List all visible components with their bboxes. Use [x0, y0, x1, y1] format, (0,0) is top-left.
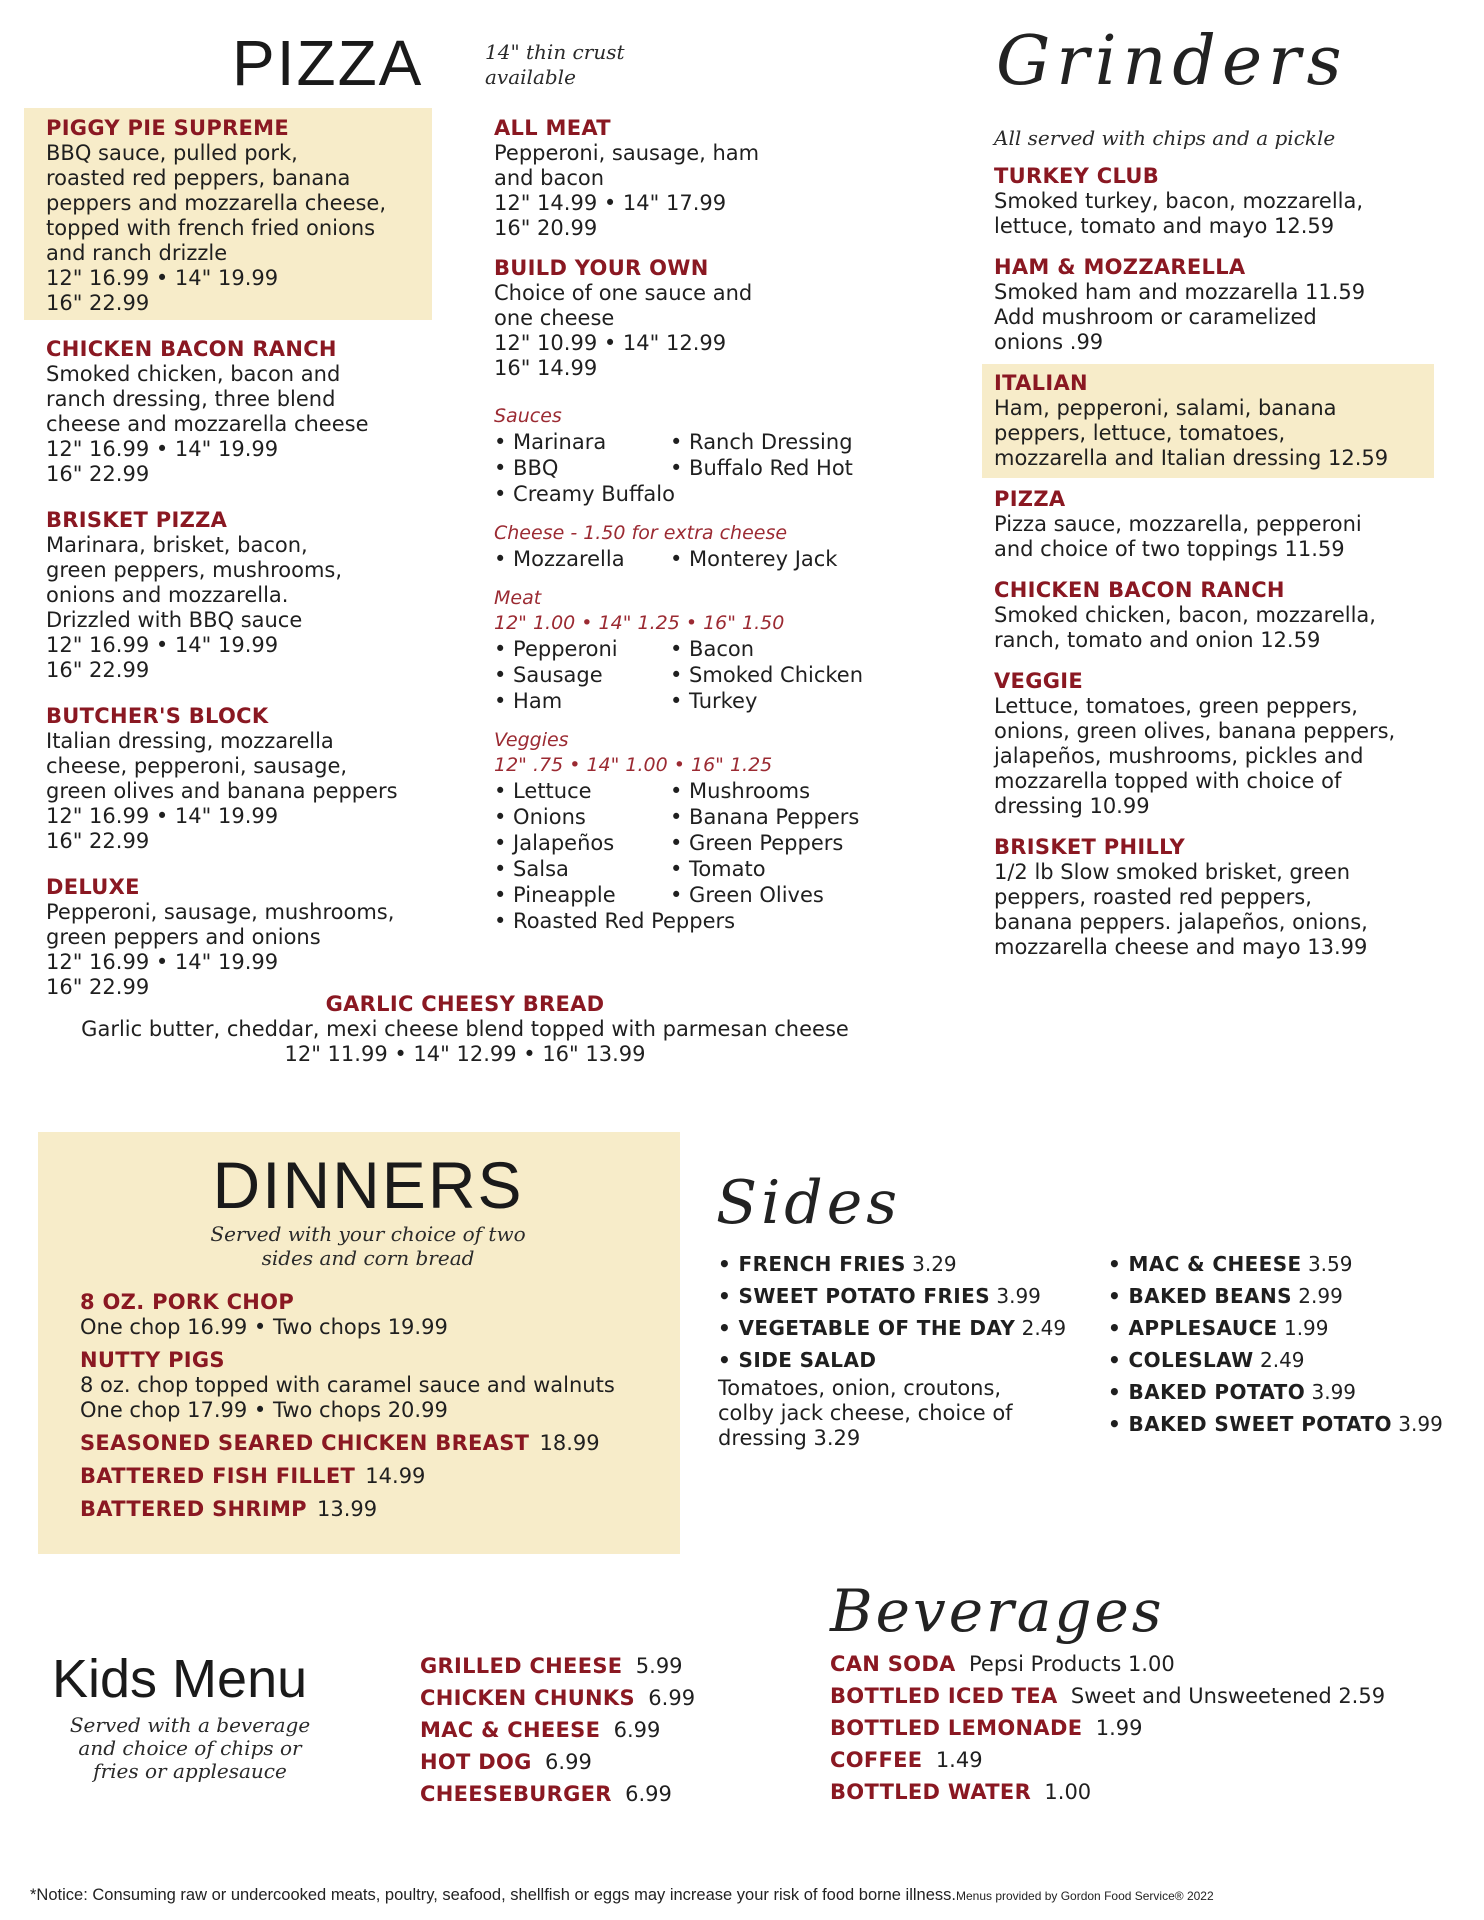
kids-list [420, 1650, 780, 1810]
meat-option: • Turkey [670, 689, 758, 713]
beverage-item [830, 1744, 1460, 1776]
side-price: 3.29 [912, 1252, 957, 1276]
item-line: 16" 22.99 [46, 829, 150, 853]
menu-item [46, 508, 436, 683]
menu-item [46, 704, 436, 854]
item-line: 12" 16.99 • 14" 19.99 [46, 437, 279, 461]
side-item [1108, 1312, 1478, 1344]
kids-item-name: MAC & CHEESE [420, 1718, 601, 1742]
meat-col1 [494, 636, 670, 714]
side-name: • COLESLAW [1108, 1348, 1254, 1372]
dinner-head [80, 1290, 680, 1315]
item-name: HAM & MOZZARELLA [994, 255, 1246, 279]
dinner-name: NUTTY PIGS [80, 1348, 225, 1372]
kids-item-name: GRILLED CHEESE [420, 1654, 623, 1678]
item-line: Italian dressing, mozzarella [46, 729, 334, 753]
item-line: banana peppers. jalapeños, onions, [994, 910, 1368, 934]
dinners-subtitle [38, 1222, 698, 1270]
garlic-prices: 12" 11.99 • 14" 12.99 • 16" 13.99 [284, 1042, 646, 1066]
side-price: 3.59 [1307, 1252, 1353, 1276]
item-line: Drizzled with BBQ sauce [46, 608, 303, 632]
sauces-option: • Buffalo Red Hot [670, 456, 853, 480]
dinner-name: BATTERED SHRIMP [80, 1497, 307, 1521]
veggies-option: • Salsa [494, 857, 569, 881]
side-price: 1.99 [1283, 1316, 1329, 1340]
item-line: one cheese [494, 306, 615, 330]
item-name: CHICKEN BACON RANCH [46, 337, 337, 361]
side-name: • VEGETABLE OF THE DAY [718, 1316, 1016, 1340]
item-line: jalapeños, mushrooms, pickles and [994, 744, 1364, 768]
item-name: BUILD YOUR OWN [494, 256, 709, 280]
dinner-line: One chop 16.99 • Two chops 19.99 [80, 1315, 448, 1339]
side-price: 2.49 [1259, 1348, 1305, 1372]
veggies-option: • Tomato [670, 857, 766, 881]
side-item [718, 1280, 1098, 1312]
item-line: and choice of two toppings 11.59 [994, 537, 1345, 561]
item-line: onions .99 [994, 330, 1104, 354]
veggies-col2 [670, 778, 859, 934]
beverage-desc: Sweet and Unsweetened 2.59 [1070, 1684, 1386, 1708]
meat-prices: 12" 1.00 • 14" 1.25 • 16" 1.50 [494, 612, 785, 634]
side-salad-desc: Tomatoes, onion, croutons, [718, 1376, 1002, 1400]
menu-item [994, 578, 1454, 653]
cheese-section [494, 521, 924, 572]
grinders-list [994, 164, 1454, 976]
item-line: 16" 22.99 [46, 975, 150, 999]
veggies-option: • Green Peppers [670, 831, 844, 855]
item-name: PIZZA [994, 487, 1066, 511]
dinner-item [80, 1431, 680, 1456]
kids-item-name: CHICKEN CHUNKS [420, 1686, 635, 1710]
item-name: DELUXE [46, 875, 140, 899]
veggies-heading: Veggies [494, 729, 569, 751]
kids-item-name: CHEESEBURGER [420, 1782, 612, 1806]
item-line: Smoked chicken, bacon, mozzarella, [994, 603, 1376, 627]
item-line: mozzarella topped with choice of [994, 769, 1342, 793]
footer-notice: *Notice: Consuming raw or undercooked meats, poultry, seafood, shellfish or eggs may increase your risk of food borne illness. [30, 1886, 956, 1904]
kids-item-price: 6.99 [625, 1782, 672, 1806]
side-item [718, 1344, 1098, 1376]
cheese-option: • Monterey Jack [670, 547, 838, 571]
dinner-line: 8 oz. chop topped with caramel sauce and walnuts [80, 1373, 615, 1397]
footer [30, 1886, 1470, 1905]
item-name: CHICKEN BACON RANCH [994, 578, 1285, 602]
item-name: ALL MEAT [494, 116, 611, 140]
item-name: BUTCHER'S BLOCK [46, 704, 269, 728]
dinner-name: 8 OZ. PORK CHOP [80, 1290, 295, 1314]
sides-title: Sides [716, 1168, 901, 1238]
item-line: 12" 16.99 • 14" 19.99 [46, 633, 279, 657]
pizza-note-line1: 14" thin crust [485, 40, 625, 64]
side-name: • FRENCH FRIES [718, 1252, 906, 1276]
item-line: onions and mozzarella. [46, 583, 289, 607]
item-line: Pizza sauce, mozzarella, pepperoni [994, 512, 1362, 536]
item-line: Ham, pepperoni, salami, banana [994, 396, 1337, 420]
sauces-col2 [670, 429, 853, 507]
meat-option: • Smoked Chicken [670, 663, 864, 687]
dinner-item [80, 1348, 680, 1423]
beverage-name: CAN SODA [830, 1652, 956, 1676]
kids-sub-line: and choice of chips or [78, 1736, 302, 1760]
item-line: 12" 14.99 • 14" 17.99 [494, 191, 727, 215]
side-item [1108, 1376, 1478, 1408]
grinders-subtitle: All served with chips and a pickle [994, 126, 1336, 150]
kids-subtitle [40, 1714, 340, 1783]
garlic-cheesy-bread [20, 992, 910, 1067]
item-name: PIGGY PIE SUPREME [46, 116, 290, 140]
dinner-item [80, 1464, 680, 1489]
cheese-col2 [670, 546, 837, 572]
kids-item [420, 1650, 780, 1682]
pizza-middle-column [494, 116, 914, 396]
beverage-desc: 1.49 [935, 1748, 983, 1772]
meat-option: • Sausage [494, 663, 603, 687]
item-line: mozzarella cheese and mayo 13.99 [994, 935, 1368, 959]
side-item [1108, 1408, 1478, 1440]
item-line: Choice of one sauce and [494, 281, 753, 305]
side-item [1108, 1280, 1478, 1312]
dinner-price: 18.99 [539, 1431, 600, 1455]
item-line: green peppers and onions [46, 925, 321, 949]
meat-col2 [670, 636, 863, 714]
beverage-item [830, 1776, 1460, 1808]
side-item [718, 1312, 1098, 1344]
kids-item-price: 6.99 [648, 1686, 696, 1710]
side-price: 3.99 [1398, 1412, 1443, 1436]
pizza-note [485, 40, 625, 90]
grinders-title: Grinders [996, 22, 1348, 101]
item-line: peppers, roasted red peppers, [994, 885, 1312, 909]
item-line: green olives and banana peppers [46, 779, 398, 803]
side-name: • APPLESAUCE [1108, 1316, 1278, 1340]
dinner-head [80, 1497, 680, 1522]
meat-section [494, 586, 924, 714]
sauces-option: • Marinara [494, 430, 607, 454]
kids-item-price: 6.99 [545, 1750, 592, 1774]
side-price: 3.99 [1311, 1380, 1357, 1404]
item-line: topped with french fried onions [46, 216, 376, 240]
item-line: cheese and mozzarella cheese [46, 412, 369, 436]
veggies-option: • Jalapeños [494, 831, 615, 855]
item-line: 16" 14.99 [494, 356, 598, 380]
beverage-name: BOTTLED LEMONADE [830, 1716, 1083, 1740]
veggies-section [494, 728, 924, 934]
item-line: 12" 16.99 • 14" 19.99 [46, 804, 279, 828]
meat-option: • Ham [494, 689, 563, 713]
dinners-sub1: Served with your choice of two [210, 1222, 526, 1246]
pizza-left-column [46, 116, 436, 1021]
item-line: Marinara, brisket, bacon, [46, 533, 308, 557]
menu-item [994, 255, 1454, 355]
menu-item [994, 164, 1454, 239]
dinner-price: 13.99 [317, 1497, 378, 1521]
side-price: 3.99 [996, 1284, 1041, 1308]
dinners-title: DINNERS [212, 1148, 524, 1222]
sauces-section [494, 404, 924, 507]
side-name: • SIDE SALAD [718, 1348, 877, 1372]
item-line: Add mushroom or caramelized [994, 305, 1317, 329]
garlic-desc: Garlic butter, cheddar, mexi cheese blend topped with parmesan cheese [81, 1017, 849, 1041]
garlic-name: GARLIC CHEESY BREAD [325, 992, 605, 1016]
veggies-option: • Pineapple [494, 883, 616, 907]
item-name: VEGGIE [994, 669, 1084, 693]
beverage-name: BOTTLED WATER [830, 1780, 1032, 1804]
side-salad-desc: dressing 3.29 [718, 1426, 861, 1450]
side-name: • MAC & CHEESE [1108, 1252, 1302, 1276]
veggies-prices: 12" .75 • 14" 1.00 • 16" 1.25 [494, 754, 773, 776]
item-line: Pepperoni, sausage, mushrooms, [46, 900, 395, 924]
item-line: peppers, lettuce, tomatoes, [994, 421, 1286, 445]
dinner-head [80, 1464, 680, 1489]
veggies-option: • Mushrooms [670, 779, 811, 803]
cheese-col1 [494, 546, 670, 572]
item-line: peppers and mozzarella cheese, [46, 191, 387, 215]
kids-sub-line: fries or applesauce [93, 1759, 287, 1783]
menu-item [994, 371, 1454, 471]
dinners-list [80, 1290, 680, 1530]
kids-item-name: HOT DOG [420, 1750, 532, 1774]
item-line: Smoked ham and mozzarella 11.59 [994, 280, 1366, 304]
dinner-head [80, 1431, 680, 1456]
menu-item [994, 487, 1454, 562]
item-line: 12" 10.99 • 14" 12.99 [494, 331, 727, 355]
dinner-line: One chop 17.99 • Two chops 20.99 [80, 1398, 448, 1422]
side-name: • BAKED BEANS [1108, 1284, 1292, 1308]
sides-col1 [718, 1248, 1098, 1451]
item-line: green peppers, mushrooms, [46, 558, 343, 582]
veggies-option: • Lettuce [494, 779, 592, 803]
item-line: Pepperoni, sausage, ham [494, 141, 760, 165]
item-line: BBQ sauce, pulled pork, [46, 141, 298, 165]
item-line: and bacon [494, 166, 605, 190]
item-line: 16" 20.99 [494, 216, 598, 240]
item-line: 12" 16.99 • 14" 19.99 [46, 266, 279, 290]
beverage-item [830, 1712, 1460, 1744]
pizza-title: PIZZA [232, 27, 424, 99]
veggies-option: • Roasted Red Peppers [494, 909, 736, 933]
item-line: ranch dressing, three blend [46, 387, 336, 411]
item-name: BRISKET PIZZA [46, 508, 228, 532]
item-line: ranch, tomato and onion 12.59 [994, 628, 1321, 652]
side-item [718, 1248, 1098, 1280]
meat-option: • Pepperoni [494, 637, 618, 661]
kids-item-price: 5.99 [635, 1654, 683, 1678]
item-name: TURKEY CLUB [994, 164, 1160, 188]
item-line: 16" 22.99 [46, 462, 150, 486]
veggies-option: • Green Olives [670, 883, 824, 907]
kids-item [420, 1714, 780, 1746]
meat-heading: Meat [494, 587, 542, 609]
item-line: Smoked turkey, bacon, mozzarella, [994, 189, 1364, 213]
menu-item [46, 116, 436, 316]
dinner-item [80, 1497, 680, 1522]
dinner-price: 14.99 [365, 1464, 426, 1488]
item-line: roasted red peppers, banana [46, 166, 351, 190]
beverage-desc: 1.00 [1044, 1780, 1092, 1804]
menu-item [46, 875, 436, 1000]
meat-option: • Bacon [670, 637, 755, 661]
item-line: onions, green olives, banana peppers, [994, 719, 1396, 743]
menu-item [46, 337, 436, 487]
kids-item [420, 1682, 780, 1714]
dinner-name: BATTERED FISH FILLET [80, 1464, 356, 1488]
item-line: Smoked chicken, bacon and [46, 362, 341, 386]
beverage-name: BOTTLED ICED TEA [830, 1684, 1058, 1708]
cheese-option: • Mozzarella [494, 547, 625, 571]
beverage-item [830, 1648, 1460, 1680]
side-item [1108, 1248, 1478, 1280]
sauces-option: • Creamy Buffalo [494, 482, 675, 506]
side-price: 2.49 [1021, 1316, 1067, 1340]
side-price: 2.99 [1298, 1284, 1343, 1308]
beverage-item [830, 1680, 1460, 1712]
item-line: cheese, pepperoni, sausage, [46, 754, 348, 778]
beverages-list [830, 1648, 1460, 1808]
item-line: and ranch drizzle [46, 241, 228, 265]
sauces-option: • Ranch Dressing [670, 430, 853, 454]
pizza-options [494, 404, 924, 934]
item-line: 16" 22.99 [46, 658, 150, 682]
pizza-note-line2: available [485, 65, 576, 89]
item-line: 16" 22.99 [46, 291, 150, 315]
sauces-heading: Sauces [494, 405, 562, 427]
kids-item [420, 1746, 780, 1778]
menu-item [494, 256, 914, 381]
kids-item-price: 6.99 [613, 1718, 661, 1742]
menu-item [994, 835, 1454, 960]
side-name: • SWEET POTATO FRIES [718, 1284, 990, 1308]
veggies-option: • Onions [494, 805, 586, 829]
item-name: BRISKET PHILLY [994, 835, 1186, 859]
sauces-col1 [494, 429, 675, 507]
dinners-sub2: sides and corn bread [261, 1246, 475, 1270]
veggies-option: • Banana Peppers [670, 805, 860, 829]
side-item [1108, 1344, 1478, 1376]
item-name: ITALIAN [994, 371, 1088, 395]
side-salad-desc: colby jack cheese, choice of [718, 1401, 1013, 1425]
beverage-name: COFFEE [830, 1748, 923, 1772]
side-name: • BAKED POTATO [1108, 1380, 1306, 1404]
sides-col2 [1108, 1248, 1478, 1440]
dinner-item [80, 1290, 680, 1340]
cheese-heading: Cheese - 1.50 for extra cheese [494, 522, 788, 544]
menu-item [494, 116, 914, 241]
beverage-desc: 1.99 [1095, 1716, 1143, 1740]
item-line: mozzarella and Italian dressing 12.59 [994, 446, 1389, 470]
item-line: Lettuce, tomatoes, green peppers, [994, 694, 1358, 718]
beverage-desc: Pepsi Products 1.00 [968, 1652, 1175, 1676]
beverages-title: Beverages [830, 1577, 1165, 1645]
item-line: lettuce, tomato and mayo 12.59 [994, 214, 1335, 238]
kids-title: Kids Menu [52, 1649, 308, 1709]
kids-item [420, 1778, 780, 1810]
dinner-name: SEASONED SEARED CHICKEN BREAST [80, 1431, 530, 1455]
kids-sub-line: Served with a beverage [69, 1713, 311, 1737]
menu-item [994, 669, 1454, 819]
item-line: dressing 10.99 [994, 794, 1150, 818]
item-line: 1/2 lb Slow smoked brisket, green [994, 860, 1351, 884]
sauces-option: • BBQ [494, 456, 559, 480]
footer-credit: Menus provided by Gordon Food Service® 2022 [955, 1889, 1214, 1903]
dinner-head [80, 1348, 680, 1373]
item-line: 12" 16.99 • 14" 19.99 [46, 950, 279, 974]
side-name: • BAKED SWEET POTATO [1108, 1412, 1392, 1436]
